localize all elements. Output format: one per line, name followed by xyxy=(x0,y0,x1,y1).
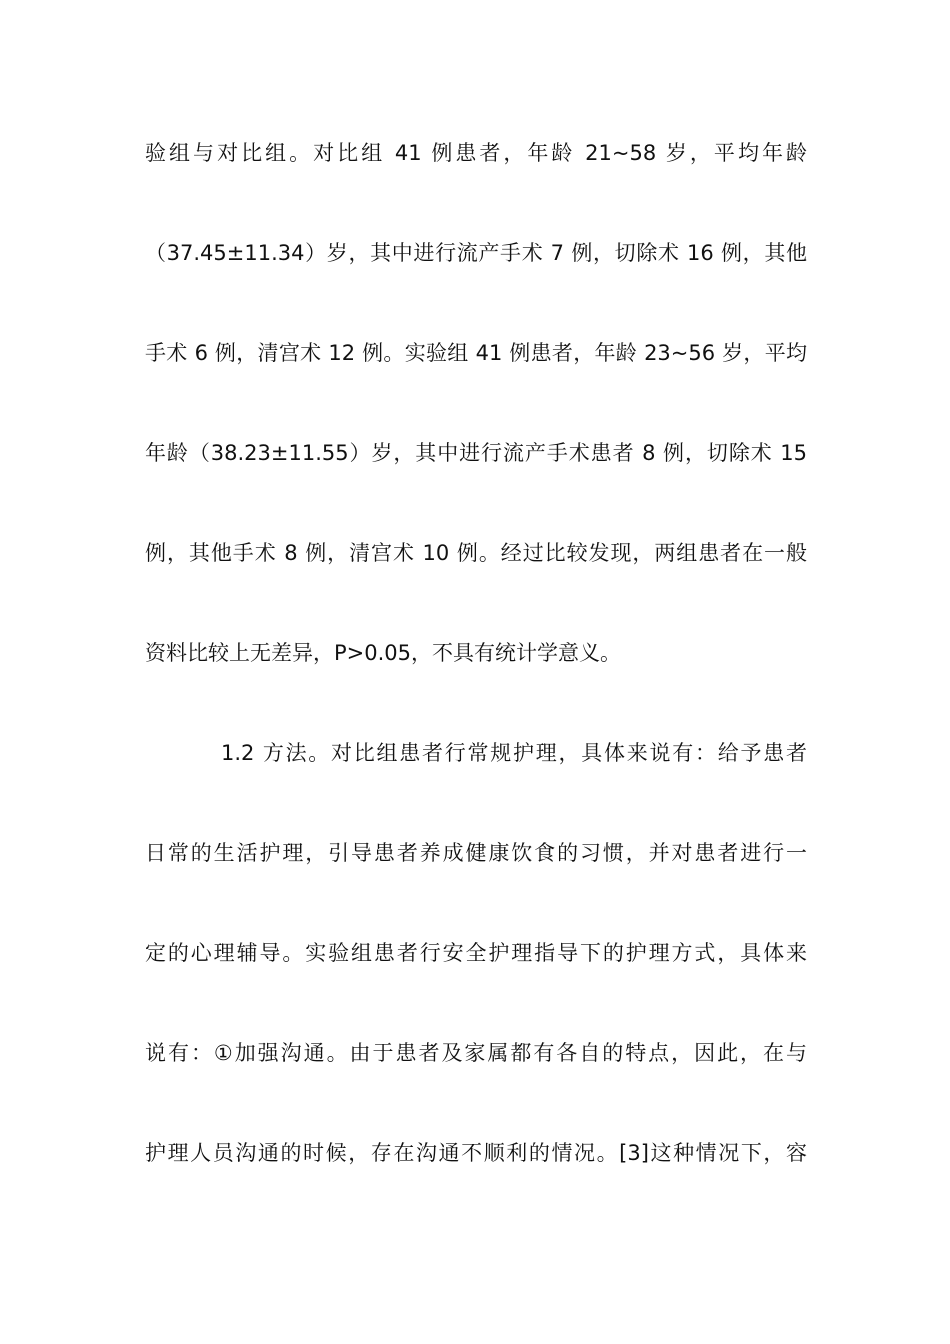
section-heading-line: 1.2 方法。对比组患者行常规护理，具体来说有：给予患者 xyxy=(221,741,807,765)
text-line: 验组与对比组。对比组 41 例患者，年龄 21~58 岁，平均年龄 xyxy=(145,141,807,165)
text-line: 年龄（38.23±11.55）岁，其中进行流产手术患者 8 例，切除术 15 xyxy=(145,441,807,465)
body-text xyxy=(145,129,807,1229)
text-line: 护理人员沟通的时候，存在沟通不顺利的情况。[3]这种情况下，容 xyxy=(145,1141,807,1165)
text-line: 手术 6 例，清宫术 12 例。实验组 41 例患者，年龄 23~56 岁，平均 xyxy=(145,341,807,365)
text-line: 日常的生活护理，引导患者养成健康饮食的习惯，并对患者进行一 xyxy=(145,841,807,865)
text-line: 说有：①加强沟通。由于患者及家属都有各自的特点，因此，在与 xyxy=(145,1041,807,1065)
text-line: （37.45±11.34）岁，其中进行流产手术 7 例，切除术 16 例，其他 xyxy=(145,241,807,265)
text-line: 资料比较上无差异，P>0.05，不具有统计学意义。 xyxy=(145,641,622,665)
text-line: 定的心理辅导。实验组患者行安全护理指导下的护理方式，具体来 xyxy=(145,941,807,965)
text-line: 例，其他手术 8 例，清宫术 10 例。经过比较发现，两组患者在一般 xyxy=(145,541,807,565)
